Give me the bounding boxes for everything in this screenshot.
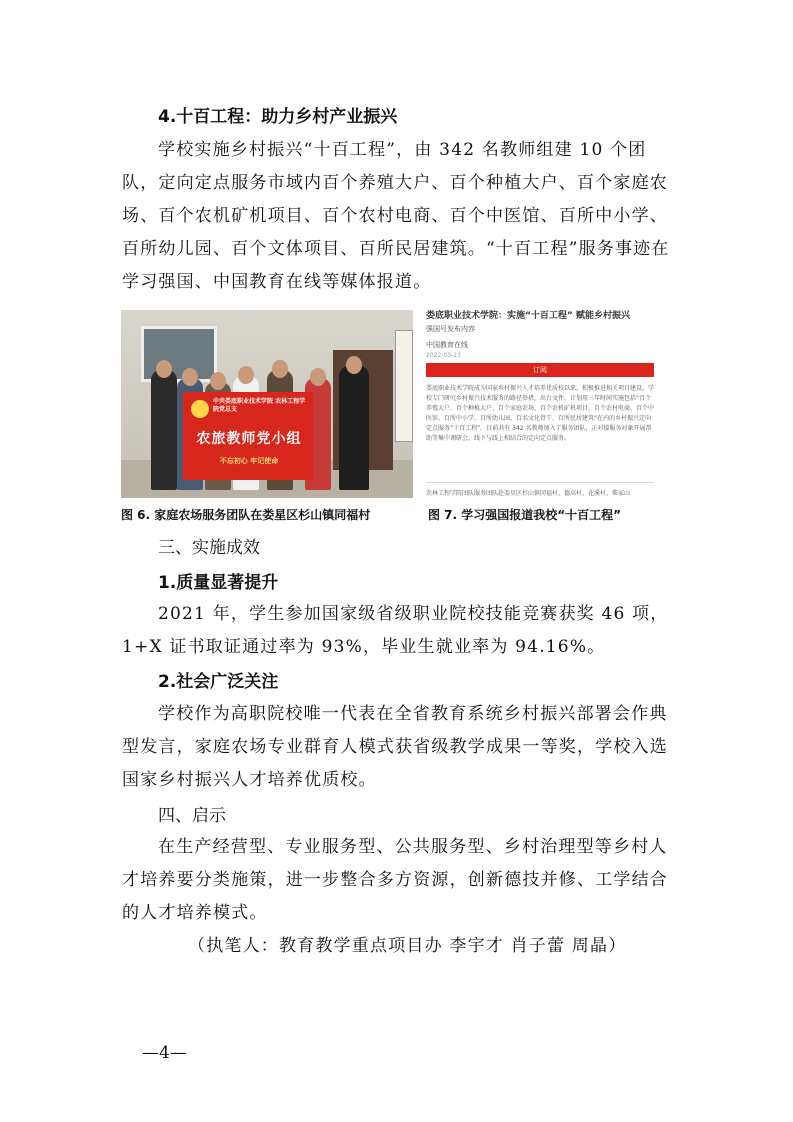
paragraph-text: 在生产经营型、专业服务型、公共服务型、乡村治理型等乡村人才培养要分类施策，进一步整合多方资源，创新德技并修、工学结合的人才培养模式。: [122, 837, 668, 923]
paragraph-quality: [122, 598, 682, 664]
page-number: —4—: [142, 1043, 187, 1063]
news-source2: 中国教育在线: [426, 341, 468, 349]
news-footer: 农林工程学院团队服务团队赴娄星区杉山镇同福村、德高村、花溪村、柴家山: [426, 490, 631, 497]
news-source1: 强国号发布内容: [426, 325, 475, 333]
paragraph-text: 2021 年，学生参加国家级省级职业院校技能竞赛获奖 46 项，1+X 证书取证通过率为 93%，毕业生就业率为 94.16%。: [122, 604, 669, 657]
paragraph-text: 学校作为高职院校唯一代表在全省教育系统乡村振兴部署会作典型发言，家庭农场专业群育人模式获省级教学成果一等奖，学校入选国家乡村振兴人才培养优质校。: [122, 704, 668, 790]
paragraph-text: 学校实施乡村振兴“十百工程”，由 342 名教师组建 10 个团队，定向定点服务市域内百个养殖大户、百个种植大户、百个家庭农场、百个农机矿机项目、百个农村电商、百个中医馆、百所中小学、百所幼儿园、百个文体项目、百所民居建筑。“十百工程”服务事迹在学习强国、中国教育在线等媒体报道。: [122, 140, 670, 292]
news-title: 娄底职业技术学院：实施“十百工程” 赋能乡村振兴: [426, 311, 630, 321]
subscribe-button[interactable]: 订阅: [426, 363, 654, 377]
figure-6-caption: 图 6. 家庭农场服务团队在娄星区杉山镇同福村: [121, 508, 371, 522]
subheading-quality: 1.质量显著提升: [158, 573, 279, 593]
section-heading-results: 三、实施成效: [158, 538, 260, 558]
paragraph-ten-hundred: [122, 134, 682, 299]
red-party-banner: [183, 392, 313, 480]
figure-7-caption: 图 7. 学习强国报道我校“十百工程”: [428, 508, 622, 522]
section-heading-insights: 四、启示: [158, 806, 226, 826]
news-screenshot: [420, 302, 660, 498]
author-line: （执笔人：教育教学重点项目办 李宇才 肖子蕾 周晶）: [188, 936, 627, 956]
news-divider: [426, 482, 654, 483]
paragraph-insights: [122, 831, 682, 930]
photo-team-at-village: [121, 310, 413, 498]
banner-slogan: 不忘初心 牢记使命: [219, 457, 279, 465]
news-body: 娄底职业技术学院成为国家乡村振兴人才培养优质校以来，积极推进相关项目建设。学校专门研究乡村振兴技术服务的路径举措，出台文件，计划用三年时间实施包括“百个养殖大户、百个种植大户、百个家庭农场、百个农机矿机项目、百个农村电商、百个中医馆、百所中小学、百所幼儿园、百名文化骨干、百所民居建筑”在内的乡村振兴定向定点服务“十百工程”。目前共有 342 名教师加入了服务团队，正对接服务对象开展帮助等集中调研会，线下与线上相结合的定向定点服务。: [426, 385, 655, 442]
banner-title: 农旅教师党小组: [196, 431, 302, 447]
party-emblem-icon: [191, 400, 209, 418]
news-date: 2022-03-23: [426, 352, 461, 359]
paragraph-attention: [122, 698, 682, 797]
banner-line1: 中共娄底职业技术学院 农林工程学院党总支: [213, 398, 306, 413]
subheading-attention: 2.社会广泛关注: [158, 672, 279, 692]
section-heading-ten-hundred: 4.十百工程：助力乡村产业振兴: [158, 107, 398, 127]
